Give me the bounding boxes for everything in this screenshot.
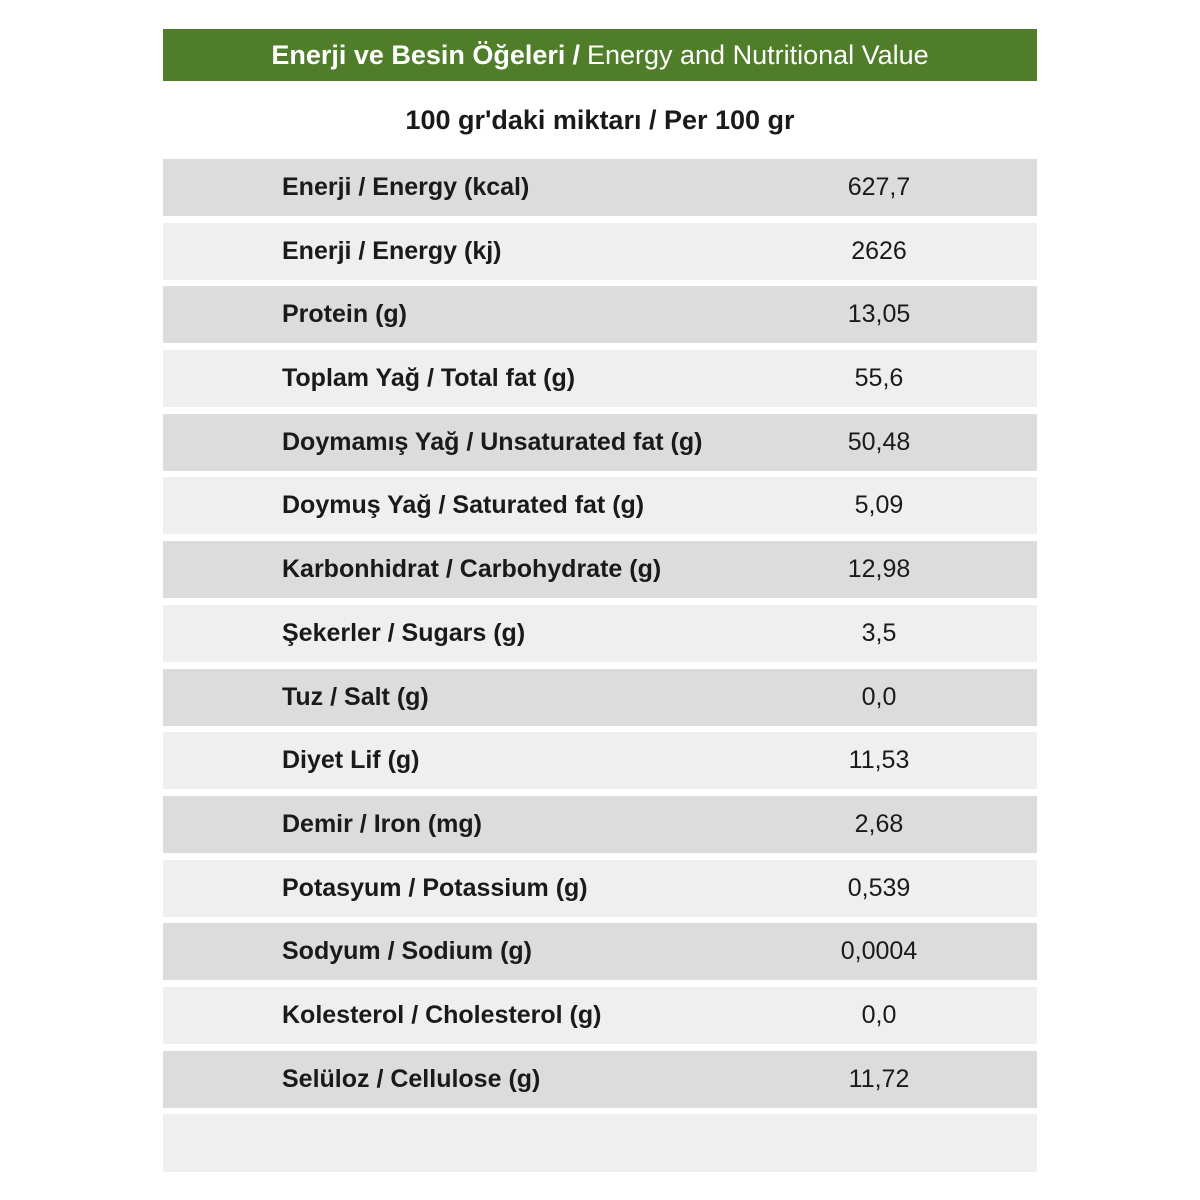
- nutrition-table: [163, 29, 1037, 1172]
- header-title-tr: Enerji ve Besin Öğeleri: [271, 39, 566, 70]
- table-header: [163, 29, 1037, 81]
- table-row: [163, 477, 1037, 534]
- table-row: [163, 350, 1037, 407]
- table-row: [163, 223, 1037, 280]
- nutrient-value: 13,05: [847, 300, 911, 329]
- table-row: [163, 796, 1037, 853]
- nutrient-label: Selüloz / Cellulose (g): [282, 1064, 541, 1093]
- nutrient-value: 11,53: [848, 746, 910, 775]
- table-row: [163, 923, 1037, 980]
- table-footer-row: [163, 1114, 1037, 1172]
- nutrient-label: Enerji / Energy (kj): [282, 236, 502, 265]
- nutrient-value: 0,0: [861, 1000, 897, 1029]
- table-row: [163, 1051, 1037, 1108]
- nutrient-label: Potasyum / Potassium (g): [282, 873, 588, 902]
- nutrient-value: 50,48: [847, 427, 911, 456]
- nutrient-value: 12,98: [847, 555, 911, 584]
- nutrient-value: 2,68: [854, 809, 904, 838]
- nutrient-value: 55,6: [854, 364, 904, 393]
- table-row: [163, 987, 1037, 1044]
- table-row: [163, 414, 1037, 471]
- nutrient-value: 0,0: [861, 682, 897, 711]
- table-subtitle: 100 gr'daki miktarı / Per 100 gr: [405, 104, 795, 135]
- nutrient-label: Karbonhidrat / Carbohydrate (g): [282, 555, 662, 584]
- nutrient-label: Protein (g): [282, 300, 407, 329]
- nutrient-value: 0,0004: [840, 937, 918, 966]
- nutrient-value: 3,5: [861, 618, 897, 647]
- table-row: [163, 286, 1037, 343]
- table-row: [163, 541, 1037, 598]
- nutrient-label: Enerji / Energy (kcal): [282, 173, 530, 201]
- nutrient-label: Tuz / Salt (g): [282, 682, 429, 711]
- table-row: [163, 732, 1037, 789]
- nutrient-value: 2626: [851, 236, 907, 265]
- nutrient-value: 0,539: [847, 873, 911, 902]
- nutrition-rows: [163, 159, 1037, 1108]
- nutrient-label: Toplam Yağ / Total fat (g): [282, 364, 576, 393]
- nutrient-label: Sodyum / Sodium (g): [282, 937, 532, 966]
- nutrient-label: Demir / Iron (mg): [282, 809, 483, 838]
- nutrient-label: Diyet Lif (g): [282, 746, 420, 775]
- nutrient-value: 627,7: [847, 173, 911, 201]
- header-separator: /: [572, 39, 580, 70]
- table-row: [163, 860, 1037, 917]
- nutrient-label: Doymamış Yağ / Unsaturated fat (g): [282, 427, 703, 456]
- header-title-en: Energy and Nutritional Value: [586, 39, 929, 70]
- table-row: [163, 669, 1037, 726]
- nutrient-label: Şekerler / Sugars (g): [282, 618, 526, 647]
- nutrient-label: Doymuş Yağ / Saturated fat (g): [282, 491, 645, 520]
- nutrient-value: 5,09: [854, 491, 904, 520]
- nutrient-label: Kolesterol / Cholesterol (g): [282, 1000, 602, 1029]
- table-row: [163, 159, 1037, 216]
- nutrient-value: 11,72: [848, 1064, 910, 1093]
- table-row: [163, 605, 1037, 662]
